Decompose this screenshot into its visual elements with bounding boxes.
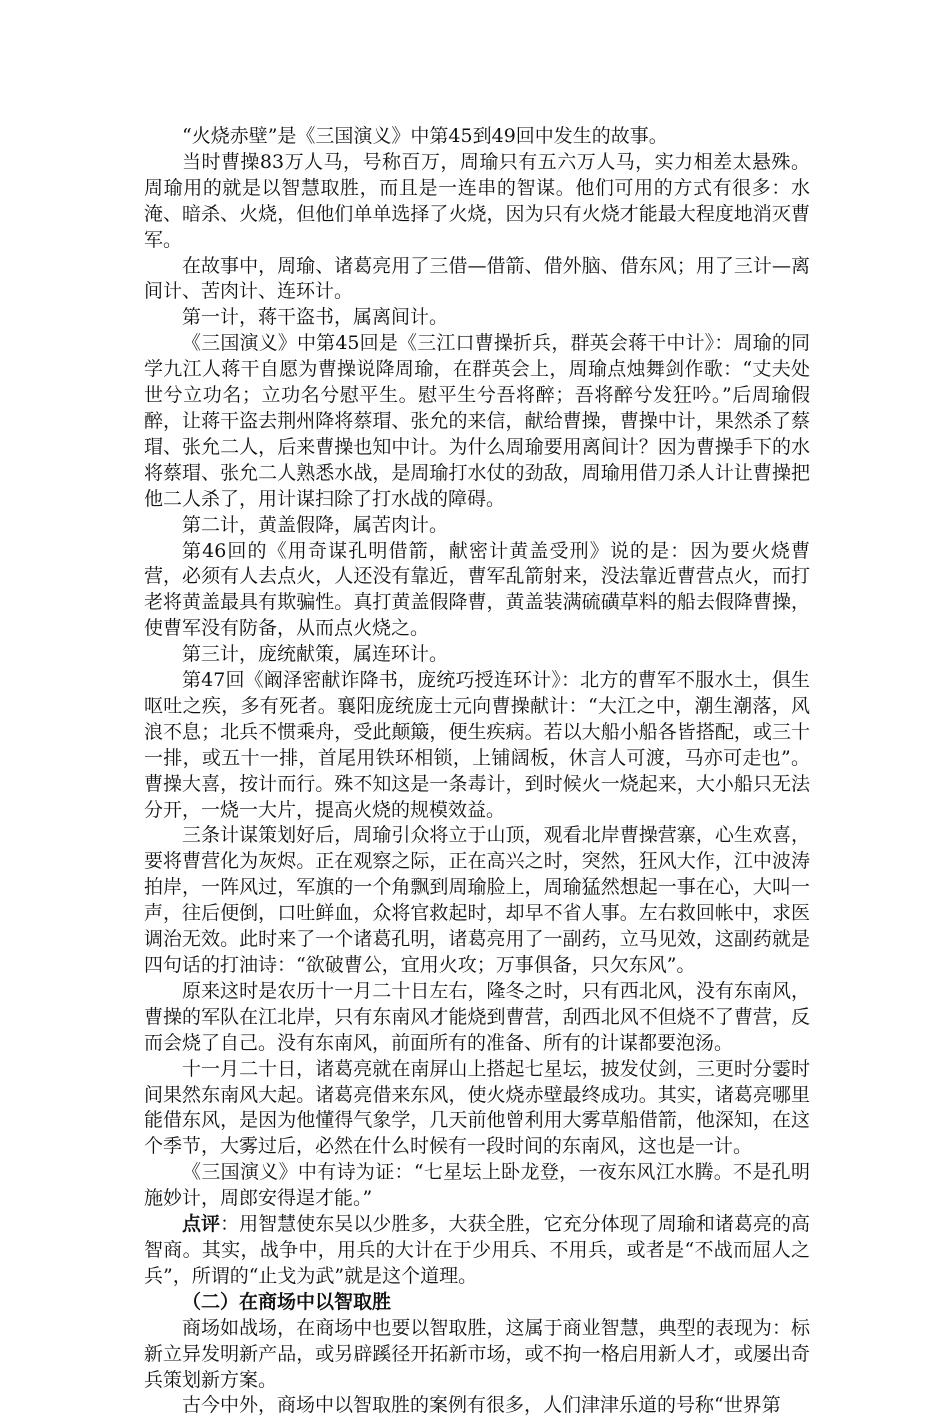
paragraph: 原来这时是农历十一月二十日左右，隆冬之时，只有西北风，没有东南风，曹操的军队在江北岸，只有东南风才能烧到曹营，刮西北风不但烧不了曹营，反而会烧了自己。没有东南风，前面所有的准备、所有的计谋都要泡汤。 [144,979,810,1054]
paragraph: 古今中外，商场中以智取胜的案例有很多，人们津津乐道的号称“世界第 [182,1394,781,1417]
paragraph: 当时曹操83万人马，号称百万，周瑜只有五六万人马，实力相差太悬殊。周瑜用的就是以智慧取胜，而且是一连串的智谋。他们可用的方式有很多：水淹、暗杀、火烧，但他们单单选择了火烧，因为只有火烧才能最大程度地消灭曹军。 [144,150,810,251]
paragraph: 第一计，蒋干盗书，属离间计。 [182,306,449,329]
document-page [144,124,810,1419]
paragraph: 在故事中，周瑜、诸葛亮用了三借—借箭、借外脑、借东风；用了三计—离间计、苦肉计、连环计。 [144,254,810,303]
comment-text: ：用智慧使东吴以少胜多，大获全胜，它充分体现了周瑜和诸葛亮的高智商。其实，战争中，用兵的大计在于少用兵、不用兵，或者是“不战而屈人之兵”，所谓的“止戈为武”就是这个道理。 [144,1213,810,1287]
paragraph: 商场如战场，在商场中也要以智取胜，这属于商业智慧，典型的表现为：标新立异发明新产品，或另辟蹊径开拓新市场，或不拘一格启用新人才，或屡出奇兵策划新方案。 [144,1316,810,1391]
comment-label: 点评 [182,1213,221,1236]
paragraph: 十一月二十日，诸葛亮就在南屏山上搭起七星坛，披发仗剑，三更时分霎时间果然东南风大起。诸葛亮借来东风，使火烧赤壁最终成功。其实，诸葛亮哪里能借东风，是因为他懂得气象学，几天前他曾利用大雾草船借箭，他深知，在这个季节，大雾过后，必然在什么时候有一段时间的东南风，这也是一计。 [144,1057,810,1158]
paragraph: 第三计，庞统献策，属连环计。 [182,643,449,666]
paragraph: 《三国演义》中第45回是《三江口曹操折兵，群英会蒋干中计》：周瑜的同学九江人蒋干自愿为曹操说降周瑜，在群英会上，周瑜点烛舞剑作歌：“丈夫处世兮立功名；立功名兮慰平生。慰平生兮吾将醉；吾将醉兮发狂吟。”后周瑜假醉，让蒋干盗去荆州降将蔡瑁、张允的来信，献给曹操，曹操中计，果然杀了蔡瑁、张允二人，后来曹操也知中计。为什么周瑜要用离间计？因为曹操手下的水将蔡瑁、张允二人熟悉水战，是周瑜打水仗的劲敌，周瑜用借刀杀人计让曹操把他二人杀了，用计谋扫除了打水战的障碍。 [144,332,810,510]
paragraph: 《三国演义》中有诗为证：“七星坛上卧龙登，一夜东风江水腾。不是孔明施妙计，周郎安得逞才能。” [144,1161,810,1210]
paragraph: 第47回《阚泽密献诈降书，庞统巧授连环计》：北方的曹军不服水土，俱生呕吐之疾，多有死者。襄阳庞统庞士元向曹操献计：“大江之中，潮生潮落，风浪不息；北兵不惯乘舟，受此颠簸，便生疾病。若以大船小船各皆搭配，或三十一排，或五十一排，首尾用铁环相锁，上铺阔板，休言人可渡，马亦可走也”。曹操大喜，按计而行。殊不知这是一条毒计，到时候火一烧起来，大小船只无法分开，一烧一大片，提高火烧的规模效益。 [144,669,810,821]
paragraph: “火烧赤壁”是《三国演义》中第45到49回中发生的故事。 [182,125,668,147]
paragraph: 第46回的《用奇谋孔明借箭，献密计黄盖受刑》说的是：因为要火烧曹营，必须有人去点火，人还没有靠近，曹军乱箭射来，没法靠近曹营点火，而打老将黄盖最具有欺骗性。真打黄盖假降曹，黄盖装满硫磺草料的船去假降曹操，使曹军没有防备，从而点火烧之。 [144,539,810,640]
comment-paragraph [144,1212,810,1290]
paragraph: 三条计谋策划好后，周瑜引众将立于山顶，观看北岸曹操营寨，心生欢喜，要将曹营化为灰烬。正在观察之际，正在高兴之时，突然，狂风大作，江中波涛拍岸，一阵风过，军旗的一个角飘到周瑜脸上，周瑜猛然想起一事在心，大叫一声，往后便倒，口吐鲜血，众将官救起时，却早不省人事。左右救回帐中，求医调治无效。此时来了一个诸葛孔明，诸葛亮用了一副药，立马见效，这副药就是四句话的打油诗：“欲破曹公，宜用火攻；万事俱备，只欠东风”。 [144,824,810,976]
paragraph: 第二计，黄盖假降，属苦肉计。 [182,513,449,536]
section-heading: （二）在商场中以智取胜 [182,1290,392,1313]
